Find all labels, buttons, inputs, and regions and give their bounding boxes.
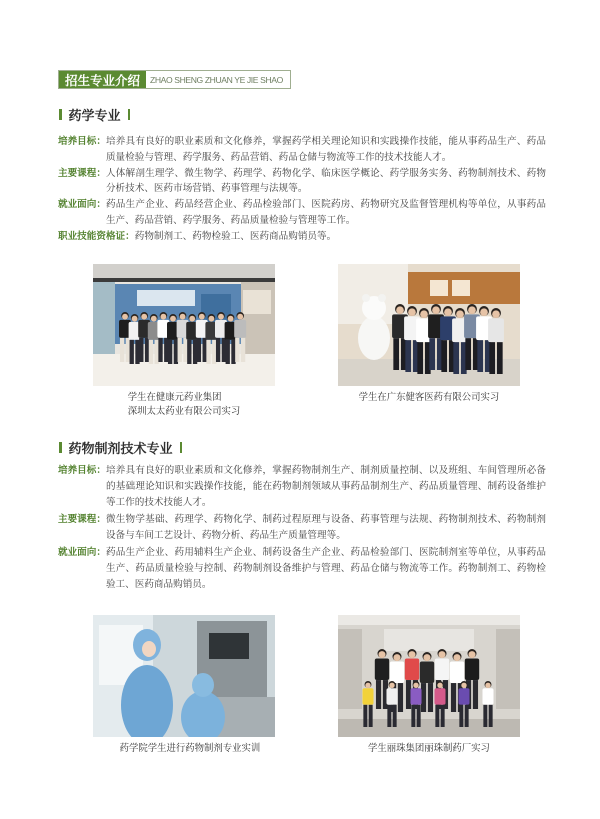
caption-line: 药学院学生进行药物制剂专业实训 — [119, 743, 261, 754]
header-pinyin: ZHAO SHENG ZHUAN YE JIE SHAO — [150, 74, 283, 85]
info-row — [58, 545, 546, 594]
header-title: 招生专业介绍 — [59, 71, 146, 88]
info-row — [58, 463, 546, 512]
photo-group-at-pharma-company — [93, 264, 275, 386]
photo-caption — [90, 742, 290, 756]
photo-group-at-medicine-company — [338, 264, 520, 386]
row-label: 主要课程： — [58, 514, 106, 526]
row-label: 就业面向： — [58, 199, 106, 211]
heading-bar-left — [59, 442, 62, 453]
info-row — [58, 134, 546, 165]
caption-line: 学生丽珠集团丽珠制药厂实习 — [368, 743, 490, 754]
row-label: 职业技能资格证： — [58, 231, 135, 243]
row-label: 培养目标： — [58, 465, 106, 476]
photo-caption — [329, 391, 529, 405]
section-header — [58, 70, 291, 89]
photo-group-at-pharma-factory — [338, 615, 520, 737]
row-text: 药物制剂工、药物检验工、医药商品购销员等。 — [134, 231, 337, 243]
row-text: 培养具有良好的职业素质和文化修养，掌握药学相关理论知识和实践操作技能，能从事药品生产、药品质量检验与管理、药学服务、药品营销、药品仓储与物流等工作的技术技能人才。 — [105, 136, 546, 163]
photo-caption — [329, 742, 529, 756]
caption-line: 学生在健康元药业集团 — [127, 392, 222, 403]
photo-lab-training — [93, 615, 275, 737]
info-row — [58, 197, 546, 228]
row-label: 就业面向： — [58, 547, 106, 559]
info-row — [58, 512, 546, 544]
row-text: 药品生产企业、药用辅料生产企业、制药设备生产企业、药品检验部门、医院制剂室等单位，从事药品生产、药品质量检验与控制、药物制剂设备维护与管理、药品仓储与物流等工作。药物制剂工、药物检验工、医药商品购销员。 — [105, 547, 546, 591]
row-label: 培养目标： — [58, 136, 106, 147]
major-title: 药物制剂技术专业 — [68, 442, 173, 457]
heading-bar-right — [128, 109, 131, 120]
caption-line: 学生在广东健客医药有限公司实习 — [358, 392, 500, 403]
heading-bar-left — [59, 109, 62, 120]
major-description-preparation — [58, 463, 546, 594]
photo-caption — [84, 391, 284, 419]
row-text: 药品生产企业、药品经营企业、药品检验部门、医院药房、药物研究及监督管理机构等单位，从事药品生产、药品营销、药学服务、药品质量检验与管理等工作。 — [105, 199, 546, 226]
heading-bar-right — [180, 442, 183, 453]
row-text: 培养具有良好的职业素质和文化修养，掌握药物制剂生产、制剂质量控制、以及班组、车间管理所必备的基础理论知识和实践操作技能，能在药物制剂领域从事药品制剂生产、药品质量管理、制药设备维护等工作的技术技能人才。 — [105, 465, 546, 509]
info-row — [58, 166, 546, 197]
info-row — [58, 229, 546, 245]
major-heading-pharmaceutical-preparation — [59, 438, 182, 457]
major-heading-pharmacy — [59, 105, 130, 124]
row-text: 微生物学基础、药理学、药物化学、制药过程原理与设备、药事管理与法规、药物制剂技术、药物制剂设备与车间工艺设计、药物分析、药品生产质量管理等。 — [105, 514, 546, 542]
major-description-pharmacy — [58, 134, 546, 245]
row-text: 人体解剖生理学、微生物学、药理学、药物化学、临床医学概论、药学服务实务、药物制剂技术、药物分析技术、医药市场营销、药事管理与法规等。 — [105, 167, 546, 195]
major-title: 药学专业 — [68, 109, 121, 124]
row-label: 主要课程： — [58, 167, 106, 179]
caption-line: 深圳太太药业有限公司实习 — [127, 406, 241, 417]
